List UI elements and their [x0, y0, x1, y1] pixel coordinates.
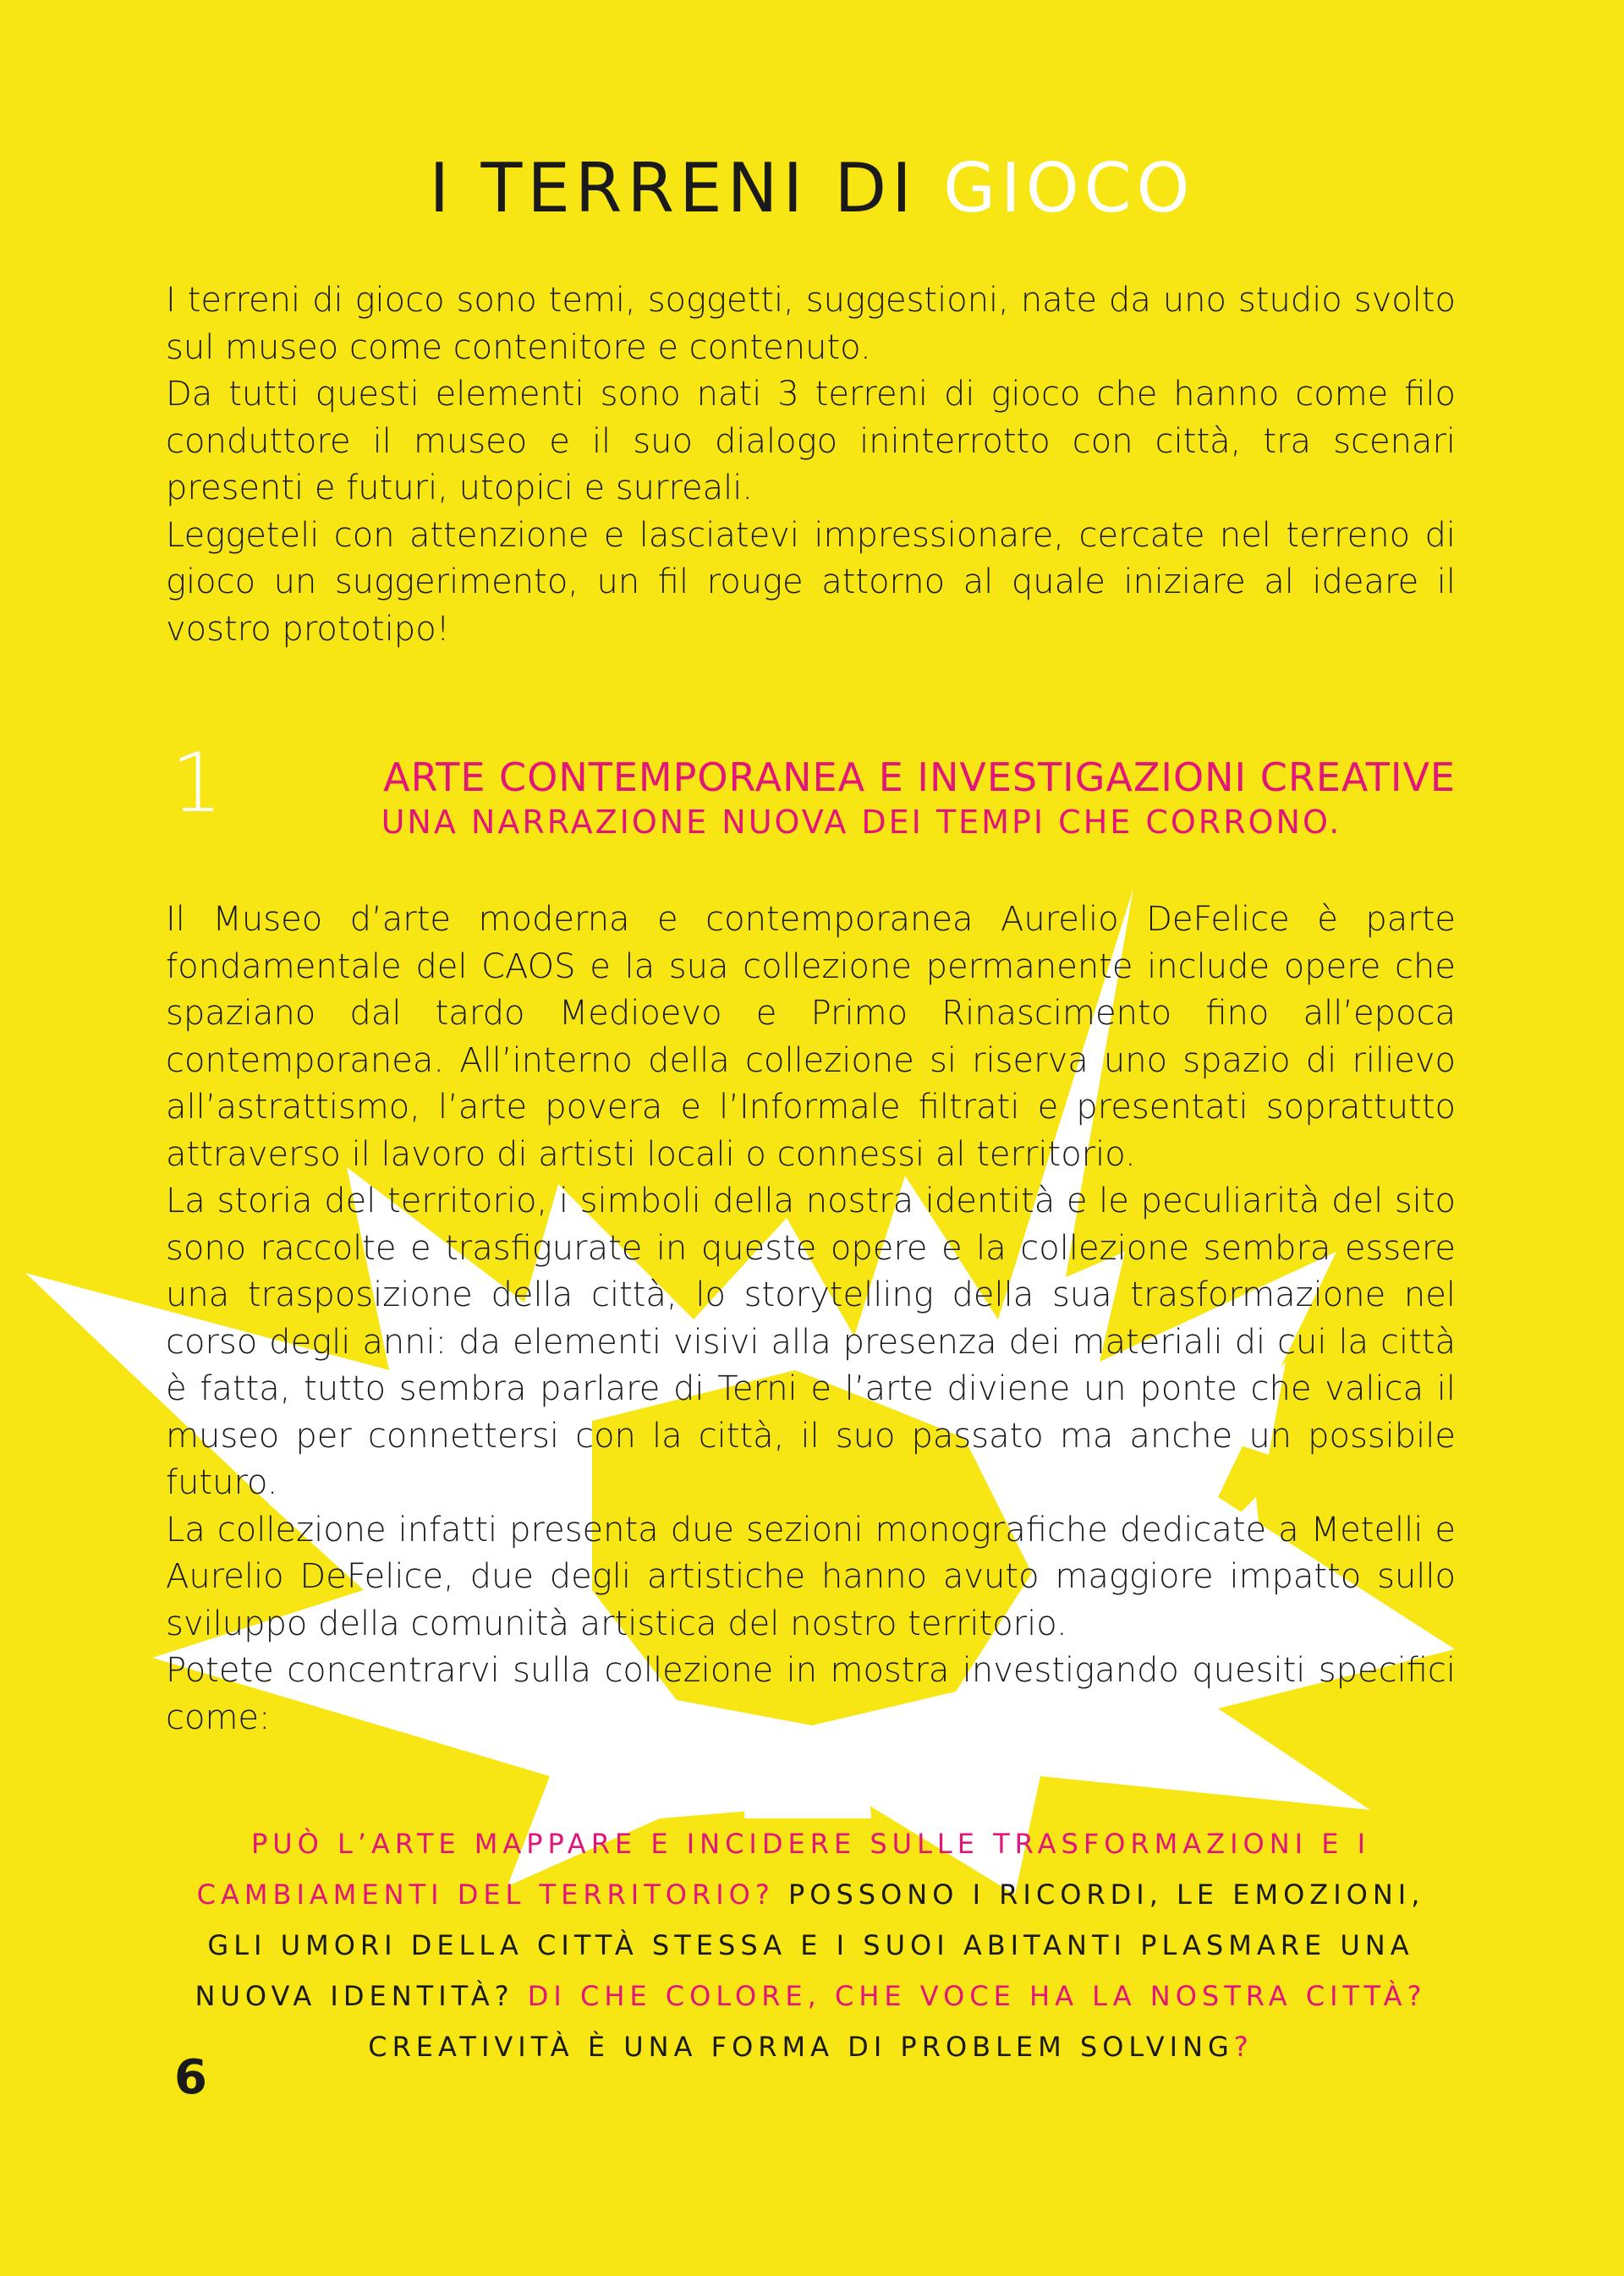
question-2: POSSONO I RICORDI, LE EMOZIONI, GLI UMORI DELLA CITTÀ STESSA E I SUOI ABITANTI PLASMARE UNA NUOVA IDENTITÀ? [195, 1878, 1425, 2012]
title-part-dark: I TERRENI DI [429, 149, 944, 228]
section-title: ARTE CONTEMPORANEA E INVESTIGAZIONI CREATIVE [383, 754, 1456, 800]
intro-paragraph: I terreni di gioco sono temi, soggetti, suggestioni, nate da uno studio svolto sul museo come contenitore e contenuto. Da tutti questi elementi sono nati 3 terreni di gioco che hanno come filo conduttore il museo e il suo dialogo ininterrotto con città, tra scenari presenti e futuri, utopici e surreali. Leggeteli con attenzione e lasciatevi impressionare, cercate nel terreno di gioco un suggerimento, un fil rouge attorno al quale iniziare al ideare il vostro prototipo! [166, 281, 1456, 649]
page-number: 6 [174, 2050, 207, 2105]
section-subtitle: UNA NARRAZIONE NUOVA DEI TEMPI CHE CORRONO. [381, 803, 1342, 841]
questions-block [166, 1818, 1456, 2072]
title-part-light: GIOCO [943, 149, 1195, 228]
section-body-text: Il Museo d’arte moderna e contemporanea Aurelio DeFelice è parte fondamentale del CAOS e la sua collezione permanente include opere che spaziano dal tardo Medioevo e Primo Rinascimento fino all’epoca contemporanea. All’interno della collezione si riserva uno spazio di rilievo all’astrattismo, l’arte povera e l’Informale filtrati e presentati soprattutto attraverso il lavoro di artisti locali o connessi al territorio. La storia del territorio, i simboli della nostra identità e le peculiarità del sito sono raccolte e trasfigurate in queste opere e la collezione sembra essere una trasposizione della città, lo storytelling della sua trasformazione nel corso degli anni: da elementi visivi alla presenza dei materiali di cui la città è fatta, tutto sembra parlare di Terni e l’arte diviene un ponte che valica il museo per connettersi con la città, il suo passato ma anche un possibile futuro. La collezione infatti presenta due sezioni monografiche dedicate a Metelli e Aurelio DeFelice, due degli artistiche hanno avuto maggiore impatto sullo sviluppo della comunità artistica del nostro territorio. Potete concentrarvi sulla collezione in mostra investigando quesiti specifici come: [166, 900, 1456, 1737]
question-1: PUÒ L’ARTE MAPPARE E INCIDERE SULLE TRASFORMAZIONI E I CAMBIAMENTI DEL TERRITORIO? [196, 1828, 1371, 1911]
question-3: DI CHE COLORE, CHE VOCE HA LA NOSTRA CITTÀ? [513, 1980, 1427, 2012]
page-title [0, 149, 1624, 228]
question-4: CREATIVITÀ È UNA FORMA DI PROBLEM SOLVING [368, 2031, 1234, 2063]
section-number: 1 [171, 736, 223, 831]
question-4-mark: ? [1233, 2031, 1254, 2063]
